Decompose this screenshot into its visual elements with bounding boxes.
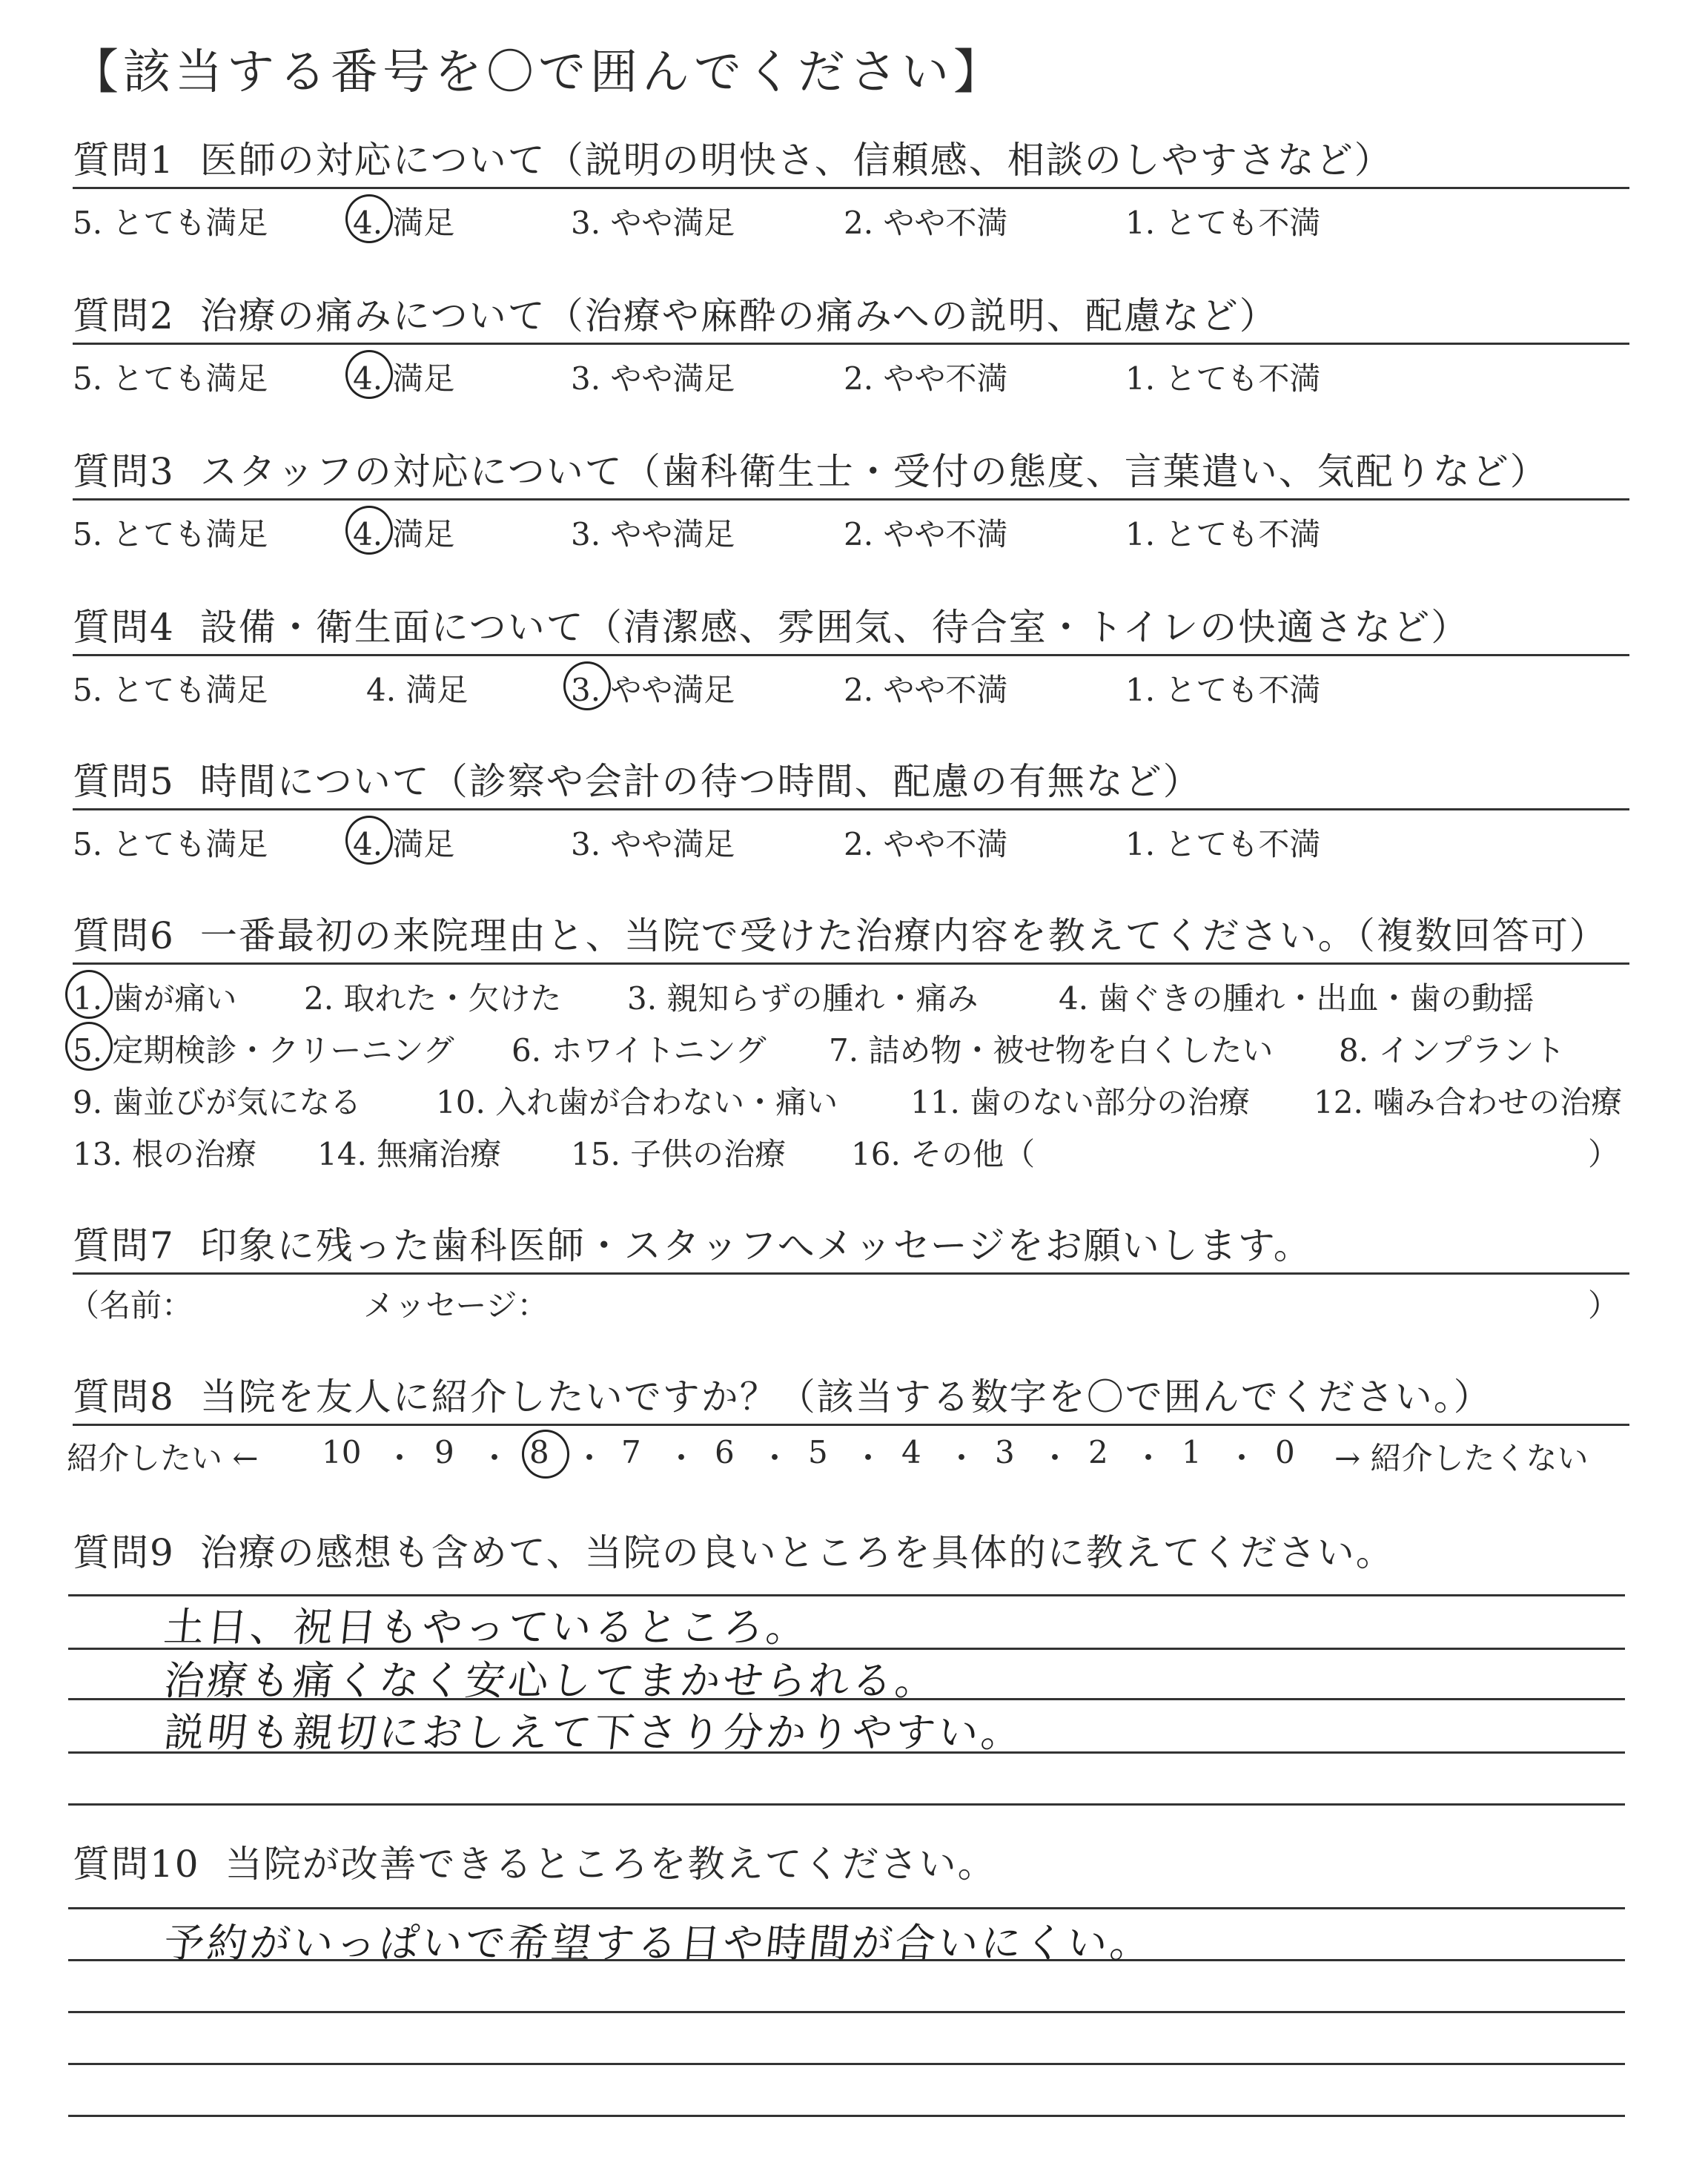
reason-10[interactable]: 10. 入れ歯が合わない・痛い <box>436 1084 838 1120</box>
scale-1[interactable]: 1 <box>1182 1434 1202 1470</box>
option-1[interactable]: 1. とても不満 <box>1125 360 1321 397</box>
question-text: 時間について（診察や会計の待つ時間、配慮の有無など） <box>199 760 1202 803</box>
reason-6[interactable]: 6. ホワイトニング <box>512 1032 767 1069</box>
scale-dot: ・ <box>384 1440 416 1476</box>
question-5-header <box>73 761 1629 810</box>
reason-3[interactable]: 3. 親知らずの腫れ・痛み <box>627 980 979 1017</box>
option-2[interactable]: 2. やや不満 <box>844 672 1008 708</box>
question-number: 質問1 <box>73 139 175 182</box>
option-2[interactable]: 2. やや不満 <box>844 826 1008 862</box>
reason-4[interactable]: 4. 歯ぐきの腫れ・出血・歯の動揺 <box>1059 980 1535 1017</box>
question-6-header <box>73 915 1629 965</box>
close-paren: ） <box>1587 1136 1619 1172</box>
option-3[interactable]: 3. やや満足 <box>571 360 735 397</box>
question-1-header <box>73 139 1629 189</box>
question-2-header <box>73 295 1629 345</box>
question-2-options <box>73 354 1629 399</box>
scale-dot: ・ <box>759 1440 791 1476</box>
question-5-options <box>73 820 1629 865</box>
answer-line <box>68 1803 1625 1806</box>
scale-10[interactable]: 10 <box>322 1434 362 1470</box>
scale-dot: ・ <box>1133 1440 1165 1476</box>
reason-5[interactable]: 5. 定期検診・クリーニング <box>73 1026 454 1071</box>
option-3[interactable]: 3. やや満足 <box>571 666 735 710</box>
question-number: 質問6 <box>73 914 175 957</box>
question-text: 治療の感想も含めて、当院の良いところを具体的に教えてください。 <box>199 1531 1394 1574</box>
scale-dot: ・ <box>1226 1440 1258 1476</box>
q7-message-row <box>68 1281 1629 1326</box>
survey-title: 【該当する番号を〇で囲んでください】 <box>71 45 1005 100</box>
question-8-header <box>73 1376 1629 1426</box>
reason-8[interactable]: 8. インプラント <box>1339 1032 1566 1069</box>
reason-7[interactable]: 7. 詰め物・被せ物を白くしたい <box>829 1032 1274 1069</box>
question-number: 質問7 <box>73 1224 175 1267</box>
question-text: スタッフの対応について（歯科衛生士・受付の態度、言葉遣い、気配りなど） <box>199 450 1549 493</box>
option-1[interactable]: 1. とても不満 <box>1125 205 1321 241</box>
reason-2[interactable]: 2. 取れた・欠けた <box>304 980 562 1017</box>
scale-3[interactable]: 3 <box>995 1434 1015 1470</box>
question-9-header <box>73 1532 1629 1579</box>
scale-dot: ・ <box>853 1440 884 1476</box>
question-number: 質問9 <box>73 1531 175 1574</box>
option-2[interactable]: 2. やや不満 <box>844 205 1008 241</box>
reason-11[interactable]: 11. 歯のない部分の治療 <box>910 1084 1251 1120</box>
scale-8[interactable]: 8 <box>529 1434 549 1470</box>
question-number: 質問3 <box>73 450 175 493</box>
handwritten-answer-1[interactable]: 予約がいっぱいで希望する日や時間が合いにくい。 <box>162 1920 1156 1966</box>
scale-dot: ・ <box>479 1440 511 1476</box>
question-3-header <box>73 451 1629 501</box>
scale-dot: ・ <box>946 1440 978 1476</box>
question-text: 一番最初の来院理由と、当院で受けた治療内容を教えてください。（複数回答可） <box>199 914 1608 957</box>
option-4[interactable]: 4. 満足 <box>366 672 469 708</box>
name-label: （名前： <box>68 1287 193 1324</box>
option-2[interactable]: 2. やや不満 <box>844 516 1008 552</box>
answer-line <box>68 2063 1625 2065</box>
question-1-options <box>73 199 1629 243</box>
scale-6[interactable]: 6 <box>715 1434 735 1470</box>
question-number: 質問10 <box>73 1843 200 1886</box>
answer-line <box>68 2115 1625 2117</box>
scale-dot: ・ <box>666 1440 698 1476</box>
question-text: 治療の痛みについて（治療や麻酔の痛みへの説明、配慮など） <box>199 294 1278 337</box>
q6-row-1 <box>73 974 1629 1019</box>
question-text: 医師の対応について（説明の明快さ、信頼感、相談のしやすさなど） <box>199 139 1393 182</box>
reason-12[interactable]: 12. 噛み合わせの治療 <box>1314 1084 1623 1120</box>
option-1[interactable]: 1. とても不満 <box>1125 672 1321 708</box>
reason-1[interactable]: 1. 歯が痛い <box>73 974 236 1019</box>
reason-13[interactable]: 13. 根の治療 <box>73 1136 257 1172</box>
option-5[interactable]: 5. とても満足 <box>73 205 268 241</box>
scale-2[interactable]: 2 <box>1088 1434 1108 1470</box>
question-number: 質問5 <box>73 760 175 803</box>
question-4-options <box>73 666 1629 710</box>
question-number: 質問8 <box>73 1375 175 1418</box>
option-5[interactable]: 5. とても満足 <box>73 360 268 397</box>
question-text: 当院を友人に紹介したいですか？（該当する数字を〇で囲んでください。） <box>199 1375 1492 1418</box>
option-4[interactable]: 4. 満足 <box>353 510 454 555</box>
reason-9[interactable]: 9. 歯並びが気になる <box>73 1084 362 1120</box>
question-4-header <box>73 607 1629 656</box>
question-text: 当院が改善できるところを教えてください。 <box>225 1843 996 1886</box>
handwritten-answer-2[interactable]: 治療も痛くなく安心してまかせられる。 <box>162 1657 941 1704</box>
option-2[interactable]: 2. やや不満 <box>844 360 1008 397</box>
question-number: 質問4 <box>73 606 175 649</box>
reason-16[interactable]: 16. その他（ <box>851 1136 1036 1172</box>
option-3[interactable]: 3. やや満足 <box>571 826 735 862</box>
question-text: 設備・衛生面について（清潔感、雰囲気、待合室・トイレの快適さなど） <box>199 606 1470 649</box>
question-7-header <box>73 1225 1629 1275</box>
question-10-header <box>73 1843 1629 1891</box>
scale-dot: ・ <box>1039 1440 1071 1476</box>
close-paren: ） <box>1587 1287 1619 1324</box>
scale-7[interactable]: 7 <box>621 1434 641 1470</box>
question-text: 印象に残った歯科医師・スタッフへメッセージをお願いします。 <box>199 1224 1312 1267</box>
question-3-options <box>73 510 1629 555</box>
option-5[interactable]: 5. とても満足 <box>73 516 268 552</box>
q6-row-3 <box>73 1078 1629 1123</box>
scale-5[interactable]: 5 <box>808 1434 828 1470</box>
option-4[interactable]: 4. 満足 <box>353 820 454 865</box>
question-number: 質問2 <box>73 294 175 337</box>
q6-row-4 <box>73 1130 1629 1175</box>
scale-0[interactable]: 0 <box>1275 1434 1295 1470</box>
answer-line <box>68 2011 1625 2013</box>
scale-right-label: → 紹介したくない <box>1334 1440 1589 1476</box>
option-3[interactable]: 3. やや満足 <box>571 205 735 241</box>
scale-4[interactable]: 4 <box>901 1434 921 1470</box>
scale-9[interactable]: 9 <box>434 1434 454 1470</box>
option-3[interactable]: 3. やや満足 <box>571 516 735 552</box>
reason-14[interactable]: 14. 無痛治療 <box>317 1136 502 1172</box>
scale-dot: ・ <box>574 1440 606 1476</box>
answer-line <box>68 1907 1625 1909</box>
handwritten-answer-3[interactable]: 説明も親切におしえて下さり分かりやすい。 <box>162 1709 1027 1756</box>
option-1[interactable]: 1. とても不満 <box>1125 826 1321 862</box>
option-4[interactable]: 4. 満足 <box>353 199 454 243</box>
option-4[interactable]: 4. 満足 <box>353 354 454 399</box>
q6-row-2 <box>73 1026 1629 1071</box>
option-5[interactable]: 5. とても満足 <box>73 826 268 862</box>
q8-scale <box>67 1434 1638 1479</box>
reason-15[interactable]: 15. 子供の治療 <box>571 1136 787 1172</box>
handwritten-answer-1[interactable]: 土日、祝日もやっているところ。 <box>162 1604 812 1651</box>
option-1[interactable]: 1. とても不満 <box>1125 516 1321 552</box>
message-label[interactable]: メッセージ： <box>363 1287 549 1324</box>
scale-left-label: 紹介したい ← <box>67 1440 259 1476</box>
option-5[interactable]: 5. とても満足 <box>73 672 268 708</box>
